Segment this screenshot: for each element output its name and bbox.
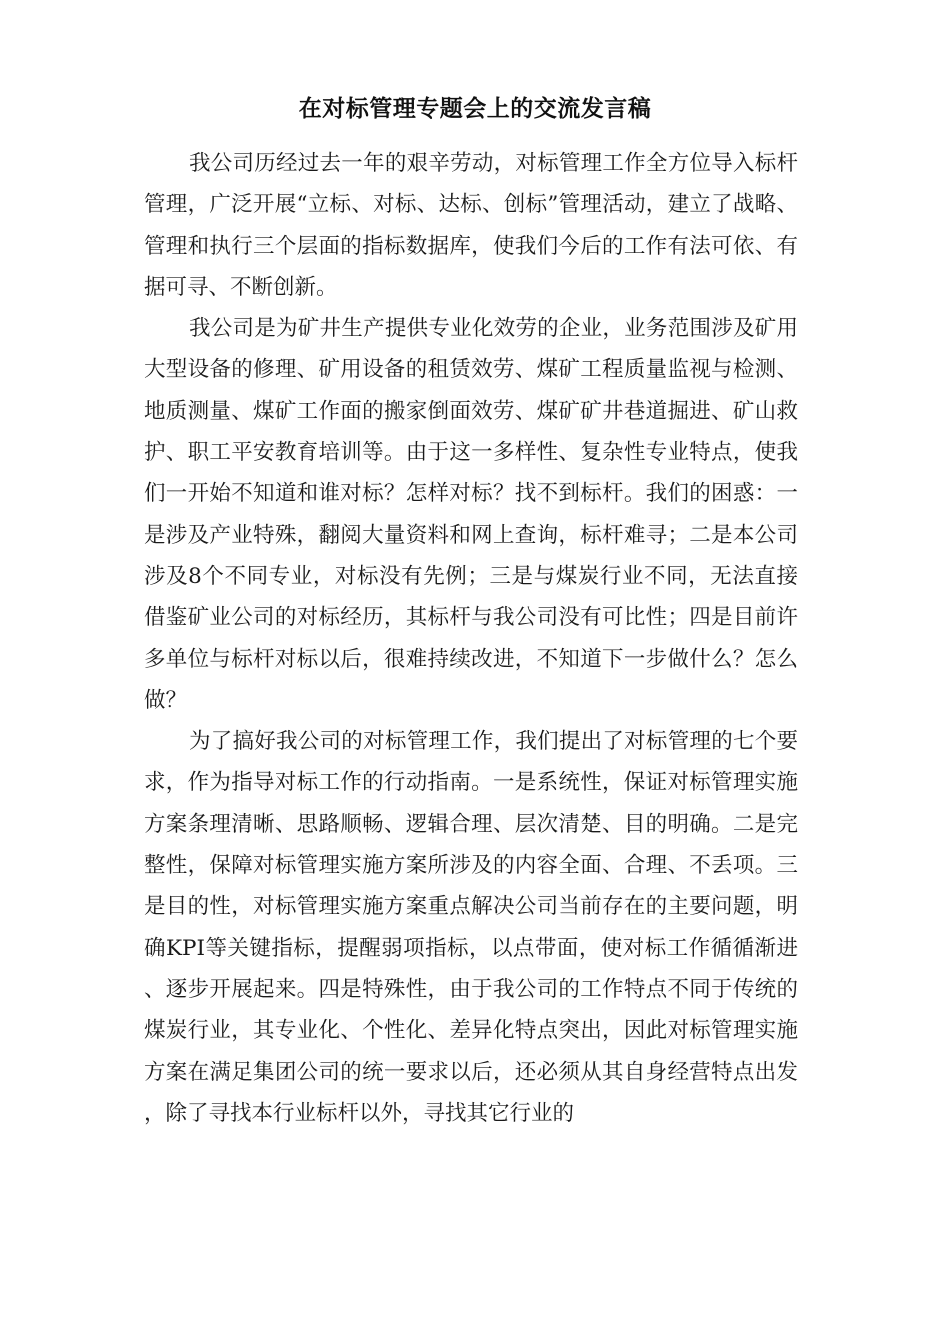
paragraph-2: 我公司是为矿井生产提供专业化效劳的企业，业务范围涉及矿用大型设备的修理、矿用设备的租赁效劳、煤矿工程质量监视与检测、地质测量、煤矿工作面的搬家倒面效劳、煤矿矿井巷道掘进、矿山救护、职工平安教育培训等。由于这一多样性、复杂性专业特点，使我们一开始不知道和谁对标？怎样对标？找不到标杆。我们的困惑：一是涉及产业特殊，翻阅大量资料和网上查询，标杆难寻；二是本公司涉及8个不同专业，对标没有先例；三是与煤炭行业不同，无法直接借鉴矿业公司的对标经历，其标杆与我公司没有可比性；四是目前许多单位与标杆对标以后，很难持续改进，不知道下一步做什么？怎么做？ bbox=[144, 316, 798, 713]
paragraph-3: 为了搞好我公司的对标管理工作，我们提出了对标管理的七个要求，作为指导对标工作的行动指南。一是系统性，保证对标管理实施方案条理清晰、思路顺畅、逻辑合理、层次清楚、目的明确。二是完整性，保障对标管理实施方案所涉及的内容全面、合理、不丢项。三是目的性，对标管理实施方案重点解决公司当前存在的主要问题，明确KPI等关键指标，提醒弱项指标，以点带面，使对标工作循循渐进、逐步开展起来。四是特殊性，由于我公司的工作特点不同于传统的煤炭行业，其专业化、个性化、差异化特点突出，因此对标管理实施方案在满足集团公司的统一要求以后，还必须从其自身经营特点出发，除了寻找本行业标杆以外，寻找其它行业的 bbox=[144, 729, 798, 1126]
document-body bbox=[144, 143, 798, 1134]
paragraph-1: 我公司历经过去一年的艰辛劳动，对标管理工作全方位导入标杆管理，广泛开展“立标、对标、达标、创标”管理活动，建立了战略、管理和执行三个层面的指标数据库，使我们今后的工作有法可依、有据可寻、不断创新。 bbox=[144, 151, 798, 300]
document-title: 在对标管理专题会上的交流发言稿 bbox=[298, 95, 652, 122]
